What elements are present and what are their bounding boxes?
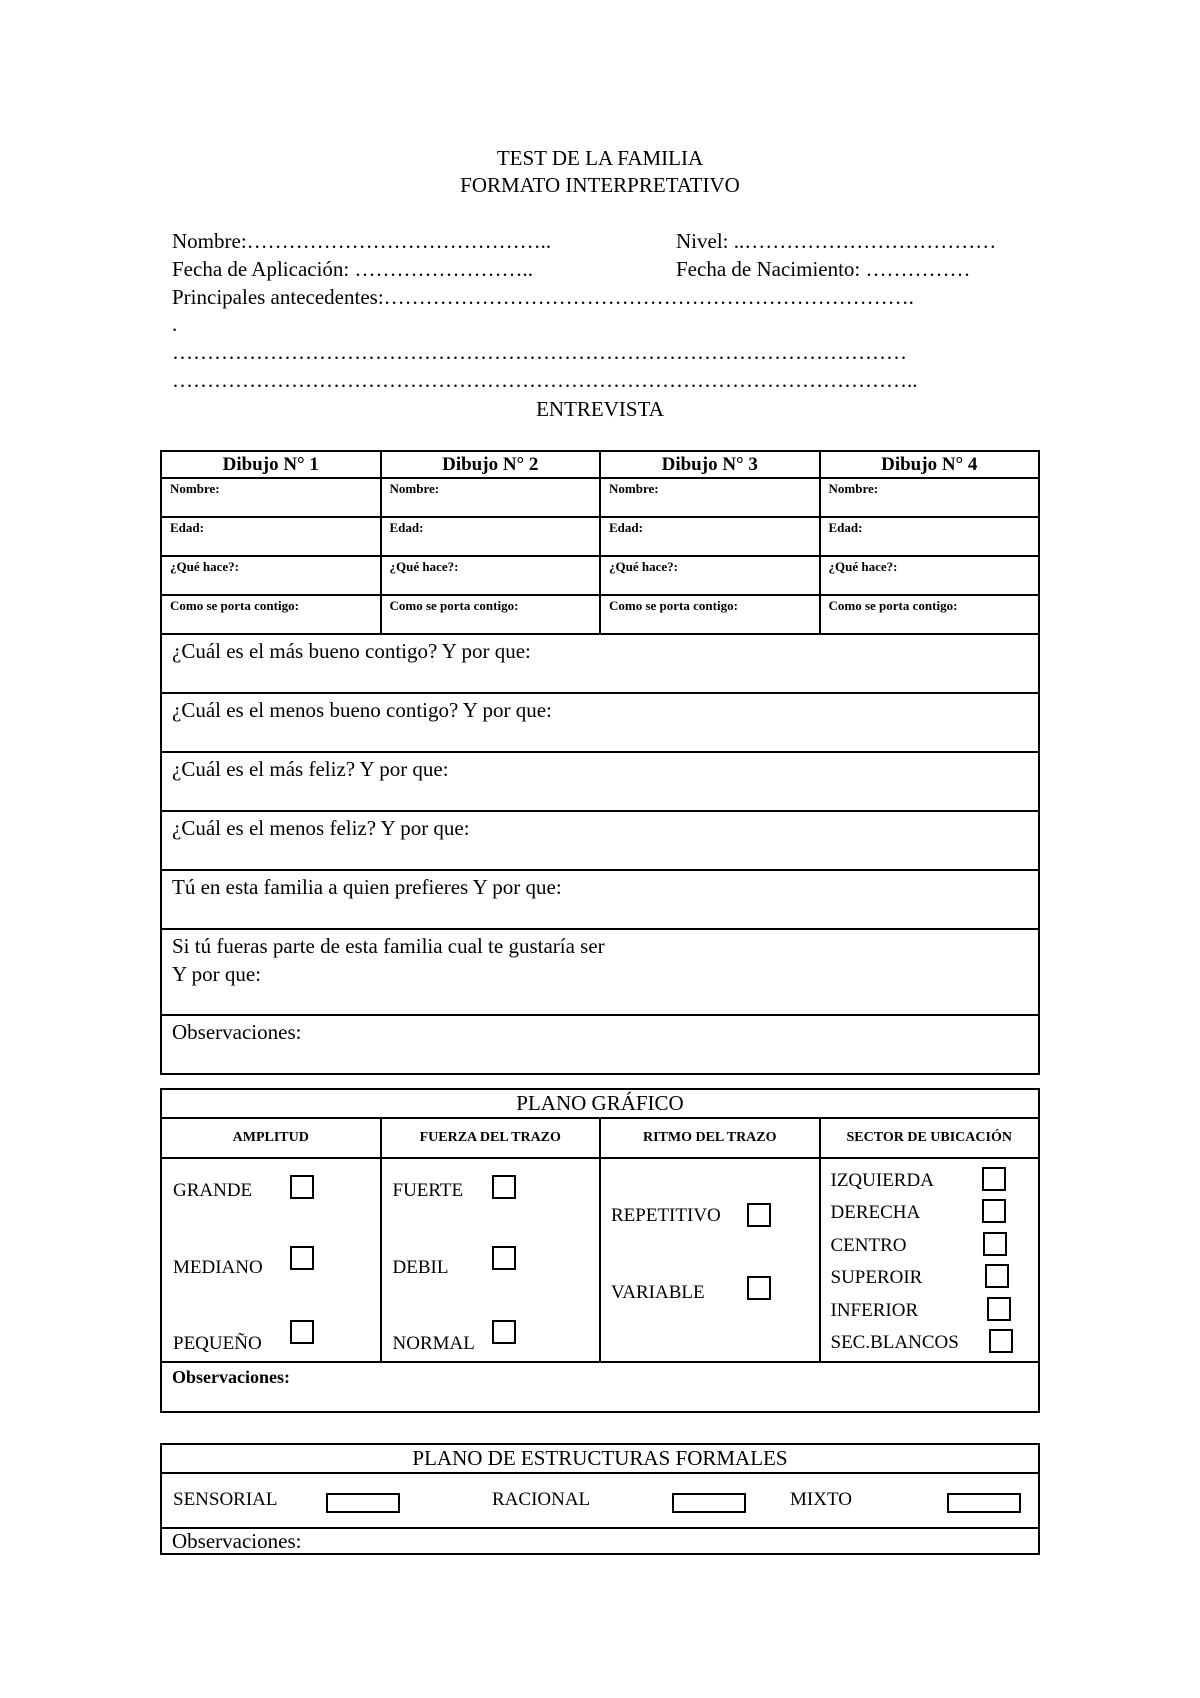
entrevista-observaciones[interactable]: Observaciones:	[161, 1015, 1039, 1074]
plano-grafico-title: PLANO GRÁFICO	[161, 1089, 1039, 1118]
plano-grafico-table	[160, 1088, 1040, 1413]
option-sensorial-label: SENSORIAL	[173, 1489, 278, 1510]
ritmo-header: RITMO DEL TRAZO	[600, 1118, 820, 1158]
plano-estructuras-observaciones[interactable]: Observaciones:	[161, 1528, 1039, 1554]
option-debil-label: DEBIL	[392, 1257, 449, 1278]
option-normal-label: NORMAL	[392, 1333, 475, 1354]
nivel-field: Nivel: ..………………………………	[676, 229, 997, 253]
dibujo-2-header: Dibujo N° 2	[381, 451, 601, 478]
dibujo-2-como-se-porta[interactable]: Como se porta contigo:	[381, 595, 601, 634]
fecha-nacimiento-field: Fecha de Nacimiento: ……………	[676, 257, 971, 281]
checkbox-inferior[interactable]	[987, 1297, 1011, 1321]
fecha-aplicacion-field: Fecha de Aplicación: ……………………..	[172, 257, 534, 281]
checkbox-variable[interactable]	[747, 1276, 771, 1300]
question-fueras-parte[interactable]	[161, 929, 1039, 1015]
question-fueras-parte-line-2: Y por que:	[172, 962, 262, 986]
dibujo-1-header: Dibujo N° 1	[161, 451, 381, 478]
checkbox-mixto[interactable]	[947, 1493, 1021, 1513]
option-inferior-label: INFERIOR	[830, 1300, 919, 1321]
dibujo-1-como-se-porta[interactable]: Como se porta contigo:	[161, 595, 381, 634]
checkbox-mediano[interactable]	[290, 1246, 314, 1270]
question-mas-feliz[interactable]: ¿Cuál es el más feliz? Y por que:	[161, 752, 1039, 811]
question-menos-feliz[interactable]: ¿Cuál es el menos feliz? Y por que:	[161, 811, 1039, 870]
dibujo-3-edad[interactable]: Edad:	[600, 517, 820, 556]
option-izquierda-label: IZQUIERDA	[830, 1170, 934, 1191]
option-grande-label: GRANDE	[173, 1180, 253, 1201]
dibujo-2-edad[interactable]: Edad:	[381, 517, 601, 556]
option-centro-label: CENTRO	[830, 1235, 907, 1256]
ritmo-options	[600, 1158, 820, 1362]
checkbox-sensorial[interactable]	[326, 1493, 400, 1513]
checkbox-derecha[interactable]	[982, 1199, 1006, 1223]
dibujo-4-header: Dibujo N° 4	[820, 451, 1040, 478]
dibujo-4-que-hace[interactable]: ¿Qué hace?:	[820, 556, 1040, 595]
dibujo-3-header: Dibujo N° 3	[600, 451, 820, 478]
option-pequeno-label: PEQUEÑO	[173, 1333, 262, 1354]
document-subtitle: FORMATO INTERPRETATIVO	[460, 173, 740, 197]
option-sec-blancos-label: SEC.BLANCOS	[830, 1332, 959, 1353]
question-menos-bueno[interactable]: ¿Cuál es el menos bueno contigo? Y por que:	[161, 693, 1039, 752]
checkbox-racional[interactable]	[672, 1493, 746, 1513]
sector-header: SECTOR DE UBICACIÓN	[820, 1118, 1040, 1158]
antecedentes-field: Principales antecedentes:………………………………………………………………….	[172, 285, 914, 309]
checkbox-centro[interactable]	[983, 1232, 1007, 1256]
checkbox-grande[interactable]	[290, 1175, 314, 1199]
dibujo-1-edad[interactable]: Edad:	[161, 517, 381, 556]
question-mas-bueno[interactable]: ¿Cuál es el más bueno contigo? Y por que:	[161, 634, 1039, 693]
entrevista-heading: ENTREVISTA	[536, 397, 664, 421]
dibujo-4-como-se-porta[interactable]: Como se porta contigo:	[820, 595, 1040, 634]
plano-grafico-observaciones[interactable]: Observaciones:	[161, 1362, 1039, 1412]
dibujo-4-edad[interactable]: Edad:	[820, 517, 1040, 556]
dibujo-1-nombre[interactable]: Nombre:	[161, 478, 381, 517]
dibujo-4-nombre[interactable]: Nombre:	[820, 478, 1040, 517]
entrevista-table	[160, 450, 1040, 1075]
plano-estructuras-table	[160, 1443, 1040, 1555]
option-mediano-label: MEDIANO	[173, 1257, 263, 1278]
checkbox-debil[interactable]	[492, 1246, 516, 1270]
checkbox-pequeno[interactable]	[290, 1320, 314, 1344]
checkbox-izquierda[interactable]	[982, 1167, 1006, 1191]
option-racional-label: RACIONAL	[492, 1489, 591, 1510]
plano-estructuras-title: PLANO DE ESTRUCTURAS FORMALES	[161, 1444, 1039, 1473]
option-derecha-label: DERECHA	[830, 1202, 921, 1223]
option-mixto-label: MIXTO	[790, 1489, 852, 1510]
option-variable-label: VARIABLE	[611, 1282, 705, 1303]
question-prefieres[interactable]: Tú en esta familia a quien prefieres Y por que:	[161, 870, 1039, 929]
antecedentes-line-1: ……………………………………………………………………………………………	[172, 340, 907, 364]
dibujo-2-nombre[interactable]: Nombre:	[381, 478, 601, 517]
fuerza-options	[381, 1158, 601, 1362]
amplitud-options	[161, 1158, 381, 1362]
dibujo-3-nombre[interactable]: Nombre:	[600, 478, 820, 517]
antecedentes-dot: .	[172, 312, 178, 336]
estructuras-options	[161, 1473, 1039, 1528]
sector-options	[820, 1158, 1040, 1362]
fuerza-header: FUERZA DEL TRAZO	[381, 1118, 601, 1158]
dibujo-3-como-se-porta[interactable]: Como se porta contigo:	[600, 595, 820, 634]
checkbox-fuerte[interactable]	[492, 1175, 516, 1199]
document-title: TEST DE LA FAMILIA	[496, 146, 704, 170]
option-fuerte-label: FUERTE	[392, 1180, 464, 1201]
dibujo-2-que-hace[interactable]: ¿Qué hace?:	[381, 556, 601, 595]
dibujo-1-que-hace[interactable]: ¿Qué hace?:	[161, 556, 381, 595]
dibujo-3-que-hace[interactable]: ¿Qué hace?:	[600, 556, 820, 595]
option-repetitivo-label: REPETITIVO	[611, 1205, 721, 1226]
antecedentes-line-2: ……………………………………………………………………………………………..	[172, 368, 918, 392]
amplitud-header: AMPLITUD	[161, 1118, 381, 1158]
checkbox-sec-blancos[interactable]	[989, 1329, 1013, 1353]
question-fueras-parte-line-1: Si tú fueras parte de esta familia cual te gustaría ser	[172, 934, 605, 958]
checkbox-normal[interactable]	[492, 1320, 516, 1344]
checkbox-superoir[interactable]	[985, 1264, 1009, 1288]
nombre-field: Nombre:……………………………………..	[172, 229, 552, 253]
checkbox-repetitivo[interactable]	[747, 1203, 771, 1227]
option-superoir-label: SUPEROIR	[830, 1267, 923, 1288]
